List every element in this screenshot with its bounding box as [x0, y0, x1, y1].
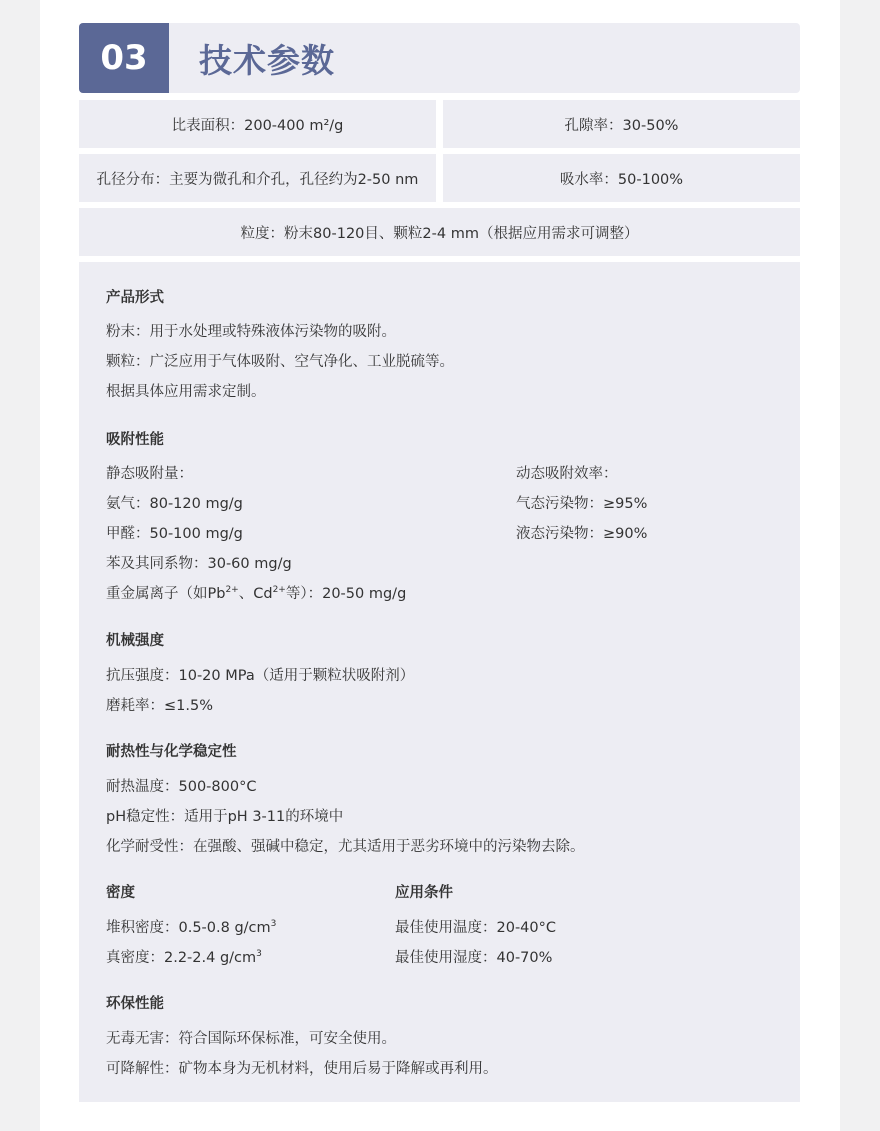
- bulk-density-line: 堆积密度：0.5-0.8 $g/cm^3$: [106, 919, 277, 936]
- heavy-metal-line: 重金属离子（如$Pb^{2+}$、$Cd^{2+}$等）：20-50 mg/g: [106, 585, 407, 602]
- static-adsorption-line: 苯及其同系物：30-60 mg/g: [106, 556, 292, 572]
- section-number: 03: [79, 23, 169, 93]
- true-density-line: 真密度：2.2-2.4 $g/cm^3$: [106, 949, 262, 966]
- dynamic-adsorption-line: 气态污染物：≥95%: [516, 496, 648, 512]
- conditions-line: 最佳使用湿度：40-70%: [395, 950, 553, 966]
- mechanical-title: 机械强度: [106, 633, 164, 649]
- mechanical-line: 抗压强度：10-20 MPa（适用于颗粒状吸附剂）: [106, 668, 415, 684]
- porosity-cell: 孔隙率：30-50%: [443, 100, 800, 148]
- section-header: [79, 23, 800, 93]
- conditions-title: 应用条件: [395, 885, 453, 901]
- stability-title: 耐热性与化学稳定性: [106, 744, 237, 760]
- adsorption-title: 吸附性能: [106, 432, 164, 448]
- dynamic-adsorption-line: 液态污染物：≥90%: [516, 526, 648, 542]
- water-absorption-cell: 吸水率：50-100%: [443, 154, 800, 202]
- page: [40, 0, 840, 1131]
- product-form-title: 产品形式: [106, 290, 164, 306]
- particle-size-cell: 粒度：粉末80-120目、颗粒2-4 mm（根据应用需求可调整）: [79, 208, 800, 256]
- environment-line: 无毒无害：符合国际环保标准，可安全使用。: [106, 1031, 396, 1047]
- pore-size-cell: 孔径分布：主要为微孔和介孔，孔径约为2-50 nm: [79, 154, 436, 202]
- environment-title: 环保性能: [106, 996, 164, 1012]
- product-form-line: 根据具体应用需求定制。: [106, 384, 266, 400]
- details-panel: [79, 262, 800, 1102]
- surface-area-cell: 比表面积：200-400 m²/g: [79, 100, 436, 148]
- stability-line: 化学耐受性：在强酸、强碱中稳定，尤其适用于恶劣环境中的污染物去除。: [106, 839, 585, 855]
- product-form-line: 粉末：用于水处理或特殊液体污染物的吸附。: [106, 324, 396, 340]
- static-adsorption-line: 氨气：80-120 mg/g: [106, 496, 243, 512]
- stability-line: pH稳定性：适用于pH 3-11的环境中: [106, 809, 344, 825]
- environment-line: 可降解性：矿物本身为无机材料，使用后易于降解或再利用。: [106, 1061, 498, 1077]
- mechanical-line: 磨耗率：≤1.5%: [106, 698, 213, 714]
- section-title: 技术参数: [199, 40, 335, 80]
- density-title: 密度: [106, 885, 135, 901]
- product-form-line: 颗粒：广泛应用于气体吸附、空气净化、工业脱硫等。: [106, 354, 454, 370]
- static-adsorption-title: 静态吸附量：: [106, 466, 193, 482]
- dynamic-adsorption-title: 动态吸附效率：: [516, 466, 618, 482]
- static-adsorption-line: 甲醛：50-100 mg/g: [106, 526, 243, 542]
- stability-line: 耐热温度：500-800°C: [106, 779, 257, 795]
- conditions-line: 最佳使用温度：20-40°C: [395, 920, 557, 936]
